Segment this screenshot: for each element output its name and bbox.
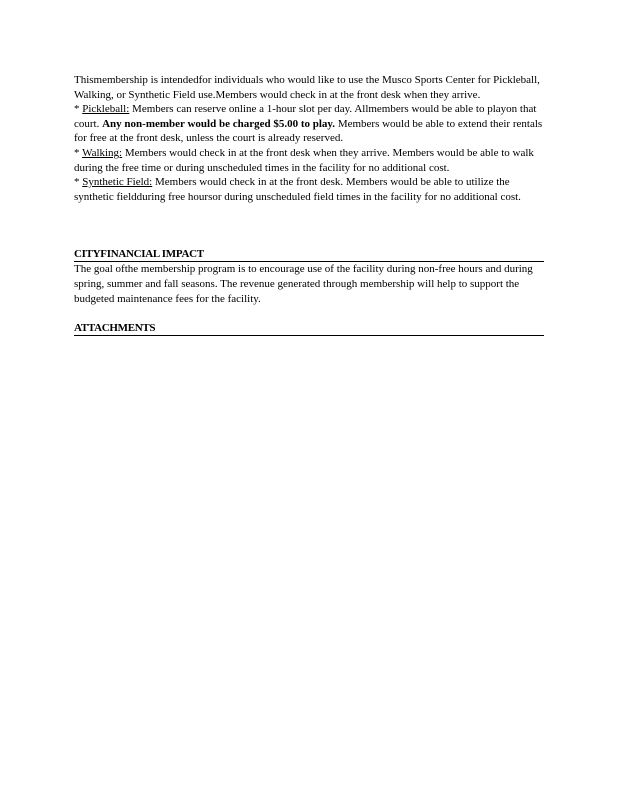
pickleball-text-2: Members would be able to extend their rentals for free at the front desk, unless the court is already reserved. bbox=[74, 117, 543, 145]
membership-intro: Thismembership is intendedfor individuals who would like to use the Musco Sports Center for Pickleball, Walking, or Synthetic Field use.Members would check in at the front desk when they arrive. bbox=[74, 74, 540, 101]
walking-text: Members would check in at the front desk when they arrive. Members would be able to walk during the free time or during unscheduled times in the facility for no additional cost. bbox=[74, 146, 534, 174]
pickleball-fee-note: Any non-member would be charged $5.00 to play. bbox=[102, 117, 336, 130]
financial-impact-section bbox=[74, 248, 544, 306]
pickleball-text-1: Members can reserve online a 1-hour slot per day. Allmembers would be able to playon that court. bbox=[74, 103, 537, 130]
financial-impact-heading: CITYFINANCIAL IMPACT bbox=[74, 248, 544, 262]
synthetic-field-item bbox=[74, 175, 544, 204]
walking-bullet: * bbox=[74, 146, 83, 159]
pickleball-item bbox=[74, 102, 544, 146]
pickleball-label: Pickleball: bbox=[82, 103, 130, 116]
membership-section bbox=[74, 73, 544, 204]
synthetic-field-label: Synthetic Field: bbox=[82, 176, 153, 189]
document-content bbox=[74, 73, 544, 336]
attachments-section bbox=[74, 322, 544, 336]
attachments-heading: ATTACHMENTS bbox=[74, 322, 544, 336]
walking-item bbox=[74, 146, 544, 175]
synthetic-field-bullet: * bbox=[74, 176, 83, 189]
walking-label: Walking: bbox=[82, 146, 123, 159]
pickleball-bullet: * bbox=[74, 103, 83, 116]
synthetic-field-text: Members would check in at the front desk. Members would be able to utilize the synthetic fieldduring free hoursor during unscheduled field times in the facility for no additional cost. bbox=[74, 176, 521, 203]
financial-impact-body: The goal ofthe membership program is to encourage use of the facility during non-free hours and during spring, summer and fall seasons. The revenue generated through membership will help to support the budgeted maintenance fees for the facility. bbox=[74, 263, 533, 305]
